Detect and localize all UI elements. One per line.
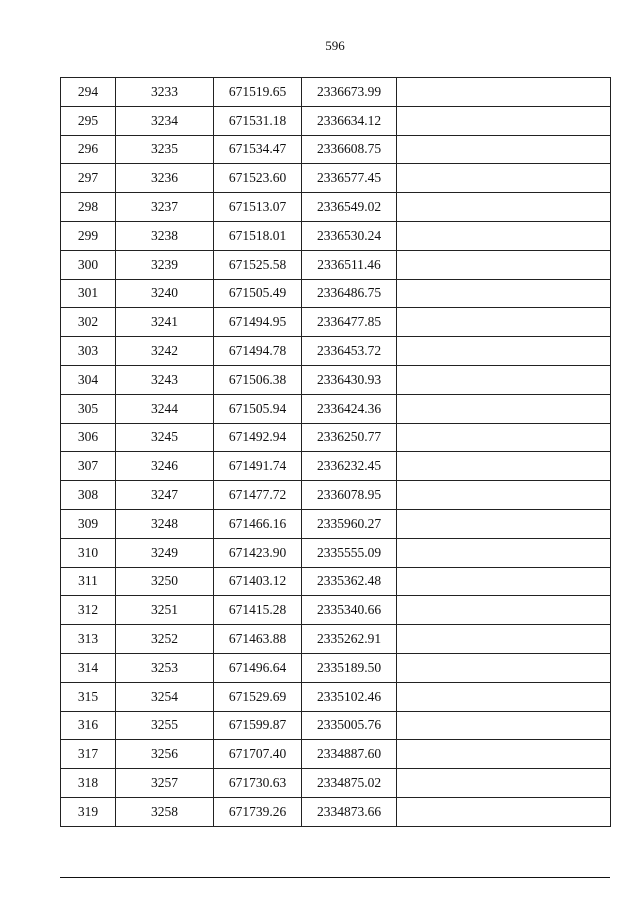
row-index-cell: 301 <box>61 279 116 308</box>
point-id-cell: 3255 <box>116 711 214 740</box>
note-cell <box>397 481 611 510</box>
row-index-cell: 310 <box>61 538 116 567</box>
row-index-cell: 309 <box>61 509 116 538</box>
x-coordinate-cell: 671494.78 <box>214 337 302 366</box>
point-id-cell: 3253 <box>116 653 214 682</box>
point-id-cell: 3235 <box>116 135 214 164</box>
point-id-cell: 3248 <box>116 509 214 538</box>
x-coordinate-cell: 671492.94 <box>214 423 302 452</box>
x-coordinate-cell: 671529.69 <box>214 682 302 711</box>
x-coordinate-cell: 671599.87 <box>214 711 302 740</box>
row-index-cell: 312 <box>61 596 116 625</box>
x-coordinate-cell: 671415.28 <box>214 596 302 625</box>
note-cell <box>397 625 611 654</box>
y-coordinate-cell: 2334873.66 <box>302 797 397 826</box>
y-coordinate-cell: 2336530.24 <box>302 221 397 250</box>
x-coordinate-cell: 671403.12 <box>214 567 302 596</box>
table-row <box>61 481 611 510</box>
row-index-cell: 317 <box>61 740 116 769</box>
y-coordinate-cell: 2336424.36 <box>302 394 397 423</box>
note-cell <box>397 538 611 567</box>
table-row <box>61 797 611 826</box>
table-row <box>61 135 611 164</box>
table-row <box>61 682 611 711</box>
table-row <box>61 337 611 366</box>
table-row <box>61 740 611 769</box>
y-coordinate-cell: 2336549.02 <box>302 193 397 222</box>
point-id-cell: 3254 <box>116 682 214 711</box>
point-id-cell: 3237 <box>116 193 214 222</box>
note-cell <box>397 423 611 452</box>
note-cell <box>397 365 611 394</box>
point-id-cell: 3257 <box>116 769 214 798</box>
point-id-cell: 3233 <box>116 78 214 107</box>
row-index-cell: 298 <box>61 193 116 222</box>
row-index-cell: 302 <box>61 308 116 337</box>
row-index-cell: 299 <box>61 221 116 250</box>
y-coordinate-cell: 2336634.12 <box>302 106 397 135</box>
coordinates-table <box>60 77 611 827</box>
table-row <box>61 193 611 222</box>
note-cell <box>397 797 611 826</box>
y-coordinate-cell: 2335555.09 <box>302 538 397 567</box>
point-id-cell: 3240 <box>116 279 214 308</box>
y-coordinate-cell: 2336673.99 <box>302 78 397 107</box>
row-index-cell: 319 <box>61 797 116 826</box>
note-cell <box>397 567 611 596</box>
y-coordinate-cell: 2334887.60 <box>302 740 397 769</box>
x-coordinate-cell: 671513.07 <box>214 193 302 222</box>
row-index-cell: 311 <box>61 567 116 596</box>
note-cell <box>397 337 611 366</box>
y-coordinate-cell: 2335189.50 <box>302 653 397 682</box>
x-coordinate-cell: 671730.63 <box>214 769 302 798</box>
footer-divider <box>60 877 610 878</box>
row-index-cell: 313 <box>61 625 116 654</box>
note-cell <box>397 164 611 193</box>
y-coordinate-cell: 2335262.91 <box>302 625 397 654</box>
table-row <box>61 711 611 740</box>
point-id-cell: 3242 <box>116 337 214 366</box>
y-coordinate-cell: 2335960.27 <box>302 509 397 538</box>
y-coordinate-cell: 2335362.48 <box>302 567 397 596</box>
row-index-cell: 294 <box>61 78 116 107</box>
row-index-cell: 296 <box>61 135 116 164</box>
table-row <box>61 452 611 481</box>
page-number: 596 <box>325 38 345 53</box>
row-index-cell: 318 <box>61 769 116 798</box>
x-coordinate-cell: 671506.38 <box>214 365 302 394</box>
x-coordinate-cell: 671519.65 <box>214 78 302 107</box>
row-index-cell: 306 <box>61 423 116 452</box>
row-index-cell: 308 <box>61 481 116 510</box>
note-cell <box>397 653 611 682</box>
note-cell <box>397 682 611 711</box>
note-cell <box>397 221 611 250</box>
table-row <box>61 78 611 107</box>
y-coordinate-cell: 2336477.85 <box>302 308 397 337</box>
y-coordinate-cell: 2336078.95 <box>302 481 397 510</box>
note-cell <box>397 452 611 481</box>
note-cell <box>397 509 611 538</box>
x-coordinate-cell: 671491.74 <box>214 452 302 481</box>
x-coordinate-cell: 671518.01 <box>214 221 302 250</box>
note-cell <box>397 596 611 625</box>
table-row <box>61 653 611 682</box>
x-coordinate-cell: 671707.40 <box>214 740 302 769</box>
point-id-cell: 3250 <box>116 567 214 596</box>
table-row <box>61 308 611 337</box>
y-coordinate-cell: 2334875.02 <box>302 769 397 798</box>
y-coordinate-cell: 2336430.93 <box>302 365 397 394</box>
table-row <box>61 365 611 394</box>
table-row <box>61 221 611 250</box>
row-index-cell: 314 <box>61 653 116 682</box>
table-row <box>61 394 611 423</box>
x-coordinate-cell: 671505.94 <box>214 394 302 423</box>
point-id-cell: 3239 <box>116 250 214 279</box>
x-coordinate-cell: 671531.18 <box>214 106 302 135</box>
x-coordinate-cell: 671505.49 <box>214 279 302 308</box>
row-index-cell: 305 <box>61 394 116 423</box>
note-cell <box>397 769 611 798</box>
point-id-cell: 3244 <box>116 394 214 423</box>
row-index-cell: 300 <box>61 250 116 279</box>
note-cell <box>397 193 611 222</box>
note-cell <box>397 250 611 279</box>
point-id-cell: 3236 <box>116 164 214 193</box>
y-coordinate-cell: 2336453.72 <box>302 337 397 366</box>
y-coordinate-cell: 2335102.46 <box>302 682 397 711</box>
x-coordinate-cell: 671523.60 <box>214 164 302 193</box>
x-coordinate-cell: 671494.95 <box>214 308 302 337</box>
x-coordinate-cell: 671423.90 <box>214 538 302 567</box>
x-coordinate-cell: 671525.58 <box>214 250 302 279</box>
y-coordinate-cell: 2336250.77 <box>302 423 397 452</box>
table-row <box>61 279 611 308</box>
note-cell <box>397 711 611 740</box>
row-index-cell: 307 <box>61 452 116 481</box>
row-index-cell: 304 <box>61 365 116 394</box>
note-cell <box>397 78 611 107</box>
coordinates-table-body <box>61 78 611 827</box>
point-id-cell: 3256 <box>116 740 214 769</box>
point-id-cell: 3247 <box>116 481 214 510</box>
x-coordinate-cell: 671496.64 <box>214 653 302 682</box>
table-row <box>61 596 611 625</box>
note-cell <box>397 308 611 337</box>
table-row <box>61 423 611 452</box>
point-id-cell: 3252 <box>116 625 214 654</box>
y-coordinate-cell: 2335340.66 <box>302 596 397 625</box>
table-row <box>61 164 611 193</box>
y-coordinate-cell: 2335005.76 <box>302 711 397 740</box>
point-id-cell: 3249 <box>116 538 214 567</box>
table-row <box>61 567 611 596</box>
note-cell <box>397 279 611 308</box>
note-cell <box>397 135 611 164</box>
point-id-cell: 3258 <box>116 797 214 826</box>
row-index-cell: 316 <box>61 711 116 740</box>
x-coordinate-cell: 671477.72 <box>214 481 302 510</box>
y-coordinate-cell: 2336486.75 <box>302 279 397 308</box>
row-index-cell: 297 <box>61 164 116 193</box>
table-row <box>61 250 611 279</box>
y-coordinate-cell: 2336577.45 <box>302 164 397 193</box>
table-row <box>61 106 611 135</box>
point-id-cell: 3243 <box>116 365 214 394</box>
point-id-cell: 3241 <box>116 308 214 337</box>
table-row <box>61 538 611 567</box>
y-coordinate-cell: 2336608.75 <box>302 135 397 164</box>
row-index-cell: 303 <box>61 337 116 366</box>
point-id-cell: 3246 <box>116 452 214 481</box>
row-index-cell: 295 <box>61 106 116 135</box>
table-row <box>61 769 611 798</box>
table-row <box>61 509 611 538</box>
y-coordinate-cell: 2336232.45 <box>302 452 397 481</box>
point-id-cell: 3245 <box>116 423 214 452</box>
note-cell <box>397 740 611 769</box>
point-id-cell: 3238 <box>116 221 214 250</box>
x-coordinate-cell: 671534.47 <box>214 135 302 164</box>
y-coordinate-cell: 2336511.46 <box>302 250 397 279</box>
x-coordinate-cell: 671466.16 <box>214 509 302 538</box>
point-id-cell: 3251 <box>116 596 214 625</box>
x-coordinate-cell: 671463.88 <box>214 625 302 654</box>
table-row <box>61 625 611 654</box>
note-cell <box>397 394 611 423</box>
row-index-cell: 315 <box>61 682 116 711</box>
x-coordinate-cell: 671739.26 <box>214 797 302 826</box>
note-cell <box>397 106 611 135</box>
point-id-cell: 3234 <box>116 106 214 135</box>
